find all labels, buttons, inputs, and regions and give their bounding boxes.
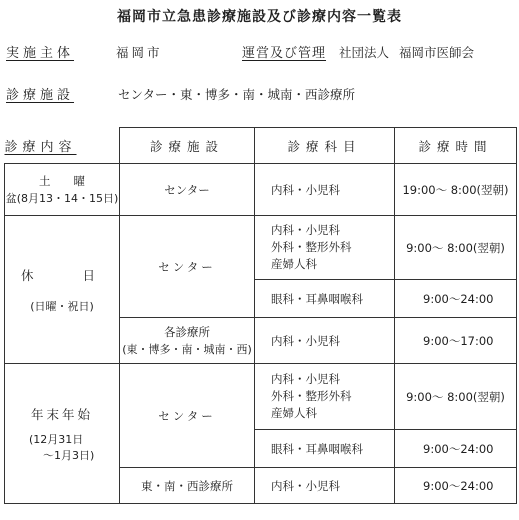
management-value: 福岡市医師会 <box>399 45 475 60</box>
newyear-center-subjects: 内科・小児科 外科・整形外科 産婦人科 <box>255 364 395 430</box>
document-title: 福岡市立急患診療施設及び診療内容一覧表 <box>117 9 402 25</box>
holiday-center-facility: センター <box>120 216 255 318</box>
holiday-cell: 休 日 (日曜・祝日) <box>5 216 120 364</box>
holiday-center-subjects: 内科・小児科 外科・整形外科 産婦人科 <box>255 216 395 280</box>
schedule-table <box>4 127 517 504</box>
facilities-label: 診療施設 <box>6 88 75 103</box>
newyear-center-facility: センター <box>120 364 255 468</box>
operator-label: 実施主体 <box>6 46 75 61</box>
newyear-eye-hours: 9:00～24:00 <box>395 430 517 468</box>
newyear-eye-subjects: 眼科・耳鼻咽喉科 <box>255 430 395 468</box>
holiday-eye-subjects: 眼科・耳鼻咽喉科 <box>255 280 395 318</box>
saturday-subjects: 内科・小児科 <box>255 164 395 216</box>
newyear-cell: 年末年始 (12月31日 ～1月3日) <box>5 364 120 504</box>
holiday-clinics-facility: 各診療所 (東・博多・南・城南・西) <box>120 318 255 364</box>
saturday-hours: 19:00～ 8:00(翌朝) <box>395 164 517 216</box>
table-row <box>5 216 517 280</box>
saturday-facility: センター <box>120 164 255 216</box>
holiday-eye-hours: 9:00～24:00 <box>395 280 517 318</box>
header-subjects: 診療科目 <box>255 128 395 164</box>
newyear-clinics-hours: 9:00～24:00 <box>395 468 517 504</box>
header-facility: 診療施設 <box>120 128 255 164</box>
saturday-cell: 土 曜 盆(8月13・14・15日) <box>5 164 120 216</box>
table-row <box>5 364 517 430</box>
management-type: 社団法人 <box>339 45 390 60</box>
table-header-row <box>5 128 517 164</box>
operator-value: 福岡市 <box>116 45 163 60</box>
newyear-clinics-facility: 東・南・西診療所 <box>120 468 255 504</box>
holiday-clinics-subjects: 内科・小児科 <box>255 318 395 364</box>
holiday-clinics-hours: 9:00～17:00 <box>395 318 517 364</box>
header-hours: 診療時間 <box>395 128 517 164</box>
newyear-center-hours: 9:00～ 8:00(翌朝) <box>395 364 517 430</box>
holiday-center-hours: 9:00～ 8:00(翌朝) <box>395 216 517 280</box>
table-row <box>5 164 517 216</box>
newyear-clinics-subjects: 内科・小児科 <box>255 468 395 504</box>
header-content: 診療内容 <box>5 128 120 164</box>
facilities-value: センター・東・博多・南・城南・西診療所 <box>118 87 356 102</box>
management-label: 運営及び管理 <box>242 46 327 61</box>
